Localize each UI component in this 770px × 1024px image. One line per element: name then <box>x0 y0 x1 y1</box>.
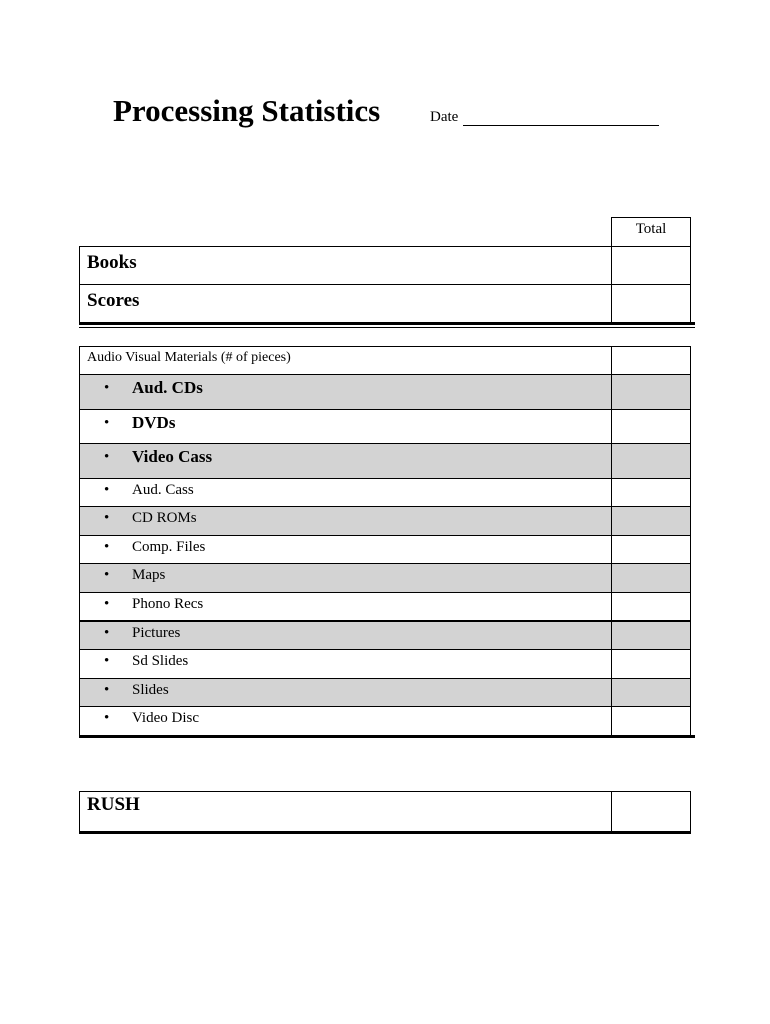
section-divider-thin <box>79 327 695 328</box>
books-label: Books <box>87 252 137 273</box>
av-item-row <box>79 649 691 679</box>
rush-divider <box>79 831 691 834</box>
books-row <box>79 246 691 285</box>
av-item-label: Comp. Files <box>132 538 206 555</box>
av-section-divider <box>79 735 695 738</box>
av-item-label: Video Cass <box>132 447 213 466</box>
bullet-icon: • <box>104 449 110 465</box>
bullet-icon: • <box>104 481 110 498</box>
av-item-total-cell[interactable] <box>611 478 691 508</box>
av-item-total-cell[interactable] <box>611 678 691 708</box>
av-item-row <box>79 678 691 708</box>
date-label: Date <box>430 109 459 125</box>
bullet-icon: • <box>104 710 110 727</box>
av-item-total-cell[interactable] <box>611 592 691 622</box>
av-item-row <box>79 706 691 736</box>
scores-label-cell <box>79 284 612 323</box>
av-item-label: Aud. Cass <box>132 481 194 498</box>
av-item-label: Phono Recs <box>132 595 204 612</box>
av-item-label-cell <box>79 563 612 593</box>
section-divider <box>79 322 695 325</box>
av-heading-cell <box>79 346 612 375</box>
av-item-row <box>79 535 691 565</box>
av-item-row <box>79 621 691 651</box>
av-item-label-cell <box>79 409 612 445</box>
av-item-label-cell <box>79 649 612 679</box>
av-heading-total-cell <box>611 346 691 375</box>
av-item-label-cell <box>79 374 612 410</box>
scores-row <box>79 284 691 323</box>
av-item-total-cell[interactable] <box>611 374 691 410</box>
bullet-icon: • <box>104 538 110 555</box>
bullet-icon: • <box>104 414 110 431</box>
av-item-label-cell <box>79 506 612 536</box>
av-item-label: Video Disc <box>132 710 200 727</box>
rush-row <box>79 791 691 832</box>
av-item-row <box>79 563 691 593</box>
scores-label: Scores <box>87 290 140 311</box>
av-item-row <box>79 506 691 536</box>
av-item-label: Slides <box>132 681 169 698</box>
av-item-label-cell <box>79 678 612 708</box>
books-total-cell[interactable] <box>611 246 691 285</box>
av-item-total-cell[interactable] <box>611 649 691 679</box>
av-item-row <box>79 409 691 445</box>
av-item-total-cell[interactable] <box>611 506 691 536</box>
av-item-row <box>79 592 691 622</box>
av-item-label: DVDs <box>132 412 176 432</box>
rush-total-cell[interactable] <box>611 791 691 832</box>
av-item-row <box>79 443 691 479</box>
av-item-label-cell <box>79 535 612 565</box>
av-item-label: Pictures <box>132 624 181 641</box>
av-item-row <box>79 478 691 508</box>
av-item-label-cell <box>79 706 612 736</box>
date-field-line[interactable] <box>463 125 659 126</box>
scores-total-cell[interactable] <box>611 284 691 323</box>
av-item-total-cell[interactable] <box>611 535 691 565</box>
av-item-row <box>79 374 691 410</box>
bullet-icon: • <box>104 681 110 698</box>
rush-label-cell <box>79 791 612 832</box>
total-column-header: Total <box>611 217 691 247</box>
books-label-cell <box>79 246 612 285</box>
av-item-label-cell <box>79 592 612 622</box>
av-item-label: Maps <box>132 567 166 584</box>
av-heading-row <box>79 346 691 375</box>
av-item-label: CD ROMs <box>132 510 197 527</box>
bullet-icon: • <box>104 653 110 670</box>
bullet-icon: • <box>104 510 110 527</box>
av-item-total-cell[interactable] <box>611 443 691 479</box>
bullet-icon: • <box>104 595 110 612</box>
av-item-label-cell <box>79 478 612 508</box>
bullet-icon: • <box>104 380 110 396</box>
bullet-icon: • <box>104 567 110 584</box>
av-item-label: Sd Slides <box>132 653 189 670</box>
av-item-label-cell <box>79 621 612 651</box>
av-item-total-cell[interactable] <box>611 706 691 736</box>
av-item-label-cell <box>79 443 612 479</box>
av-item-total-cell[interactable] <box>611 409 691 445</box>
av-item-label: Aud. CDs <box>132 378 203 397</box>
rush-label: RUSH <box>87 794 140 815</box>
av-item-total-cell[interactable] <box>611 621 691 651</box>
av-heading: Audio Visual Materials (# of pieces) <box>87 350 291 365</box>
bullet-icon: • <box>104 624 110 641</box>
page-title: Processing Statistics <box>113 93 381 128</box>
av-item-total-cell[interactable] <box>611 563 691 593</box>
